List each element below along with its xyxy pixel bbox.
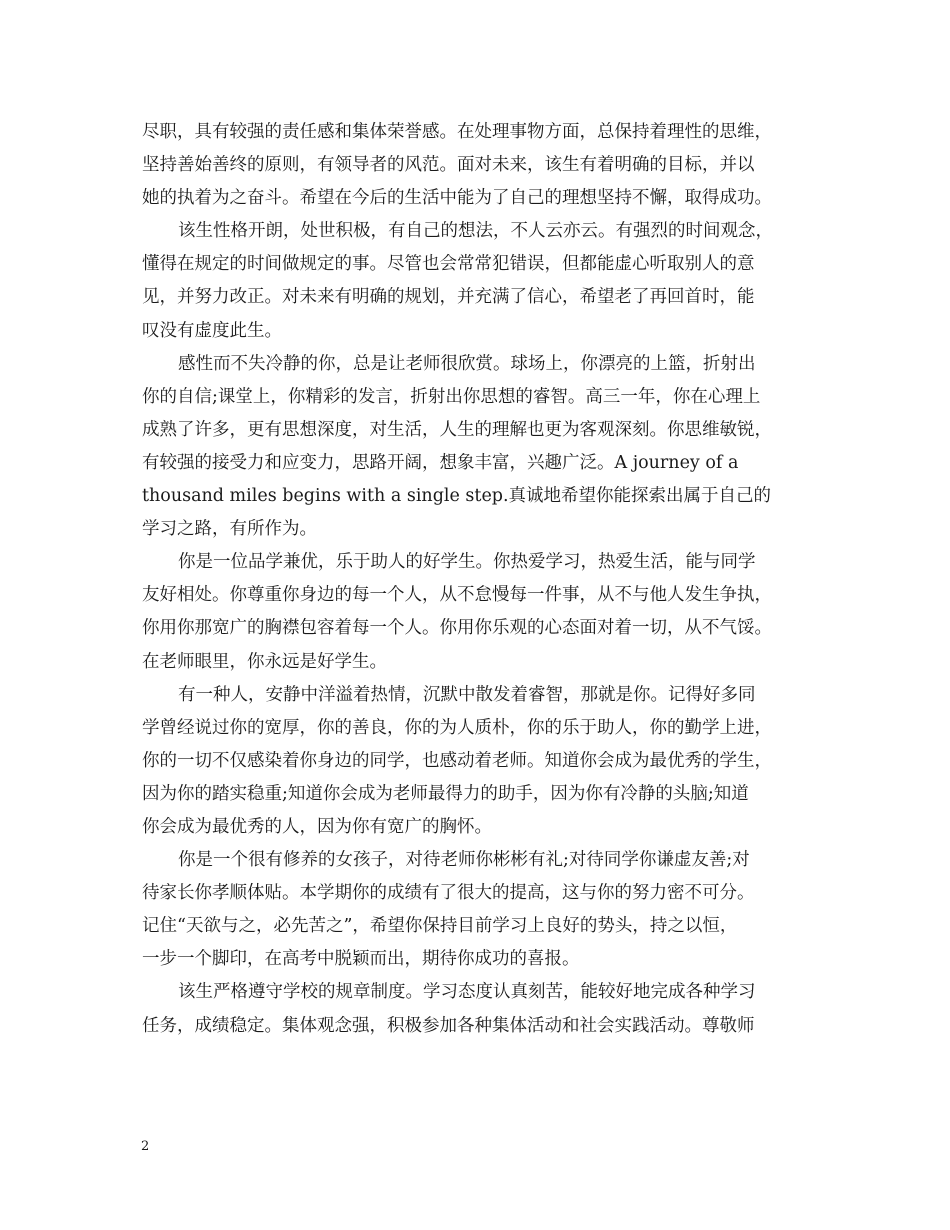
- text-line: 在老师眼里，你永远是好学生。: [142, 651, 387, 672]
- paragraph-first-line: 你是一个很有修养的女孩子，对待老师你彬彬有礼;对待同学你谦虚友善;对: [178, 850, 750, 871]
- paragraph-first-line: 该生严格遵守学校的规章制度。学习态度认真刻苦，能较好地完成各种学习: [178, 982, 756, 1003]
- text-line: 她的执着为之奋斗。希望在今后的生活中能为了自己的理想坚持不懈，取得成功。: [142, 188, 772, 209]
- text-line: 任务，成绩稳定。集体观念强，积极参加各种集体活动和社会实践活动。尊敬师: [142, 1015, 755, 1036]
- text-line: 学习之路，有所作为。: [142, 519, 317, 540]
- text-line: 学曾经说过你的宽厚，你的善良，你的为人质朴，你的乐于助人，你的勤学上进，: [142, 717, 772, 738]
- text-line: 一步一个脚印，在高考中脱颖而出，期待你成功的喜报。: [142, 949, 580, 970]
- document-body: [142, 116, 824, 1043]
- text-line: 懂得在规定的时间做规定的事。尽管也会常常犯错误，但都能虚心听取别人的意: [142, 254, 755, 275]
- text-line: thousand miles begins with a single step.真诚地希望你能探索出属于自己的: [142, 486, 772, 507]
- paragraph-first-line: 有一种人，安静中洋溢着热情，沉默中散发着睿智，那就是你。记得好多同: [178, 684, 756, 705]
- text-line: 坚持善始善终的原则，有领导者的风范。面对未来，该生有着明确的目标，并以: [142, 155, 755, 176]
- text-line: 友好相处。你尊重你身边的每一个人，从不怠慢每一件事，从不与他人发生争执，: [142, 585, 772, 606]
- text-line: 成熟了许多，更有思想深度，对生活，人生的理解也更为客观深刻。你思维敏锐，: [142, 419, 772, 440]
- text-line: 记住“天欲与之，必先苦之”，希望你保持目前学习上良好的势头，持之以恒，: [142, 916, 738, 937]
- text-line: 叹没有虚度此生。: [142, 320, 282, 341]
- text-line: 你用你那宽广的胸襟包容着每一个人。你用你乐观的心态面对着一切，从不气馁。: [142, 618, 772, 639]
- text-line: 你的自信;课堂上，你精彩的发言，折射出你思想的睿智。高三一年，你在心理上: [142, 386, 761, 407]
- paragraph-first-line: 该生性格开朗，处世积极，有自己的想法，不人云亦云。有强烈的时间观念，: [178, 221, 773, 242]
- text-line: 见，并努力改正。对未来有明确的规划，并充满了信心，希望老了再回首时，能: [142, 287, 755, 308]
- text-line: 尽职，具有较强的责任感和集体荣誉感。在处理事物方面，总保持着理性的思维，: [142, 122, 772, 142]
- paragraph-first-line: 你是一位品学兼优，乐于助人的好学生。你热爱学习，热爱生活，能与同学: [178, 552, 756, 573]
- text-line: 你的一切不仅感染着你身边的同学，也感动着老师。知道你会成为最优秀的学生，: [142, 750, 772, 771]
- text-line: 你会成为最优秀的人，因为你有宽广的胸怀。: [142, 816, 492, 837]
- page-number: 2: [141, 1139, 150, 1154]
- text-line: 有较强的接受力和应变力，思路开阔，想象丰富，兴趣广泛。A journey of a: [142, 452, 739, 473]
- text-line: 因为你的踏实稳重;知道你会成为老师最得力的助手，因为你有冷静的头脑;知道: [142, 783, 749, 804]
- paragraph-first-line: 感性而不失冷静的你，总是让老师很欣赏。球场上，你漂亮的上篮，折射出: [178, 353, 756, 374]
- text-line: 待家长你孝顺体贴。本学期你的成绩有了很大的提高，这与你的努力密不可分。: [142, 883, 755, 904]
